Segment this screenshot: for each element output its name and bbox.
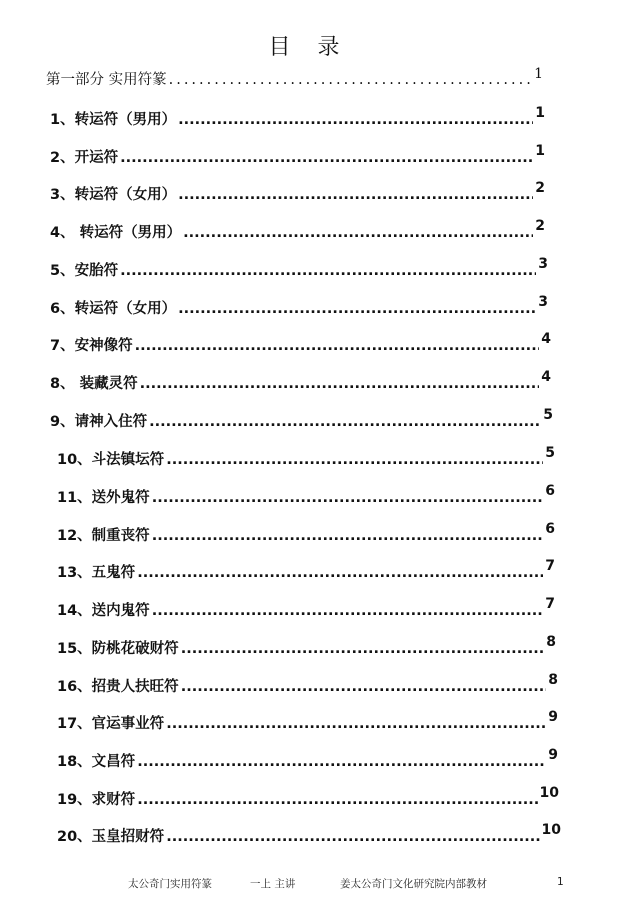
toc-entry: [57, 822, 561, 846]
footer-publisher: 姜太公奇门文化研究院内部教材: [340, 878, 487, 890]
toc-dot-leader: [166, 829, 539, 845]
toc-entry: [50, 369, 551, 393]
toc-entry-page-number: 8: [546, 634, 556, 650]
toc-entry-label: 2、开运符: [50, 150, 119, 166]
toc-entry-label: 20、玉皇招财符: [57, 829, 165, 845]
toc-entry-page-number: 1: [535, 105, 545, 121]
toc-entry: [57, 445, 555, 469]
toc-dot-leader: [140, 376, 540, 392]
toc-entry-page-number: 6: [545, 521, 555, 537]
toc-entry-page-number: 1: [535, 143, 545, 159]
toc-dot-leader: [181, 641, 545, 657]
toc-entry-label: 9、请神入住符: [50, 414, 148, 430]
toc-entry-page-number: 3: [538, 294, 548, 310]
toc-entry-page-number: 3: [538, 256, 548, 272]
toc-dot-leader: [152, 490, 544, 506]
toc-entry-page-number: 10: [541, 822, 561, 838]
toc-entry-label: 14、送内鬼符: [57, 603, 150, 619]
toc-entry: [57, 709, 558, 733]
toc-entry: [50, 256, 548, 280]
toc-entry: [50, 331, 551, 355]
toc-dot-leader: [178, 301, 536, 317]
toc-dot-leader: [166, 452, 543, 468]
toc-dot-leader: [152, 603, 544, 619]
toc-entry-label: 7、安神像符: [50, 338, 133, 354]
toc-entry-label: 8、 装藏灵符: [50, 376, 138, 392]
toc-entry-page-number: 2: [535, 180, 545, 196]
toc-dot-leader: [149, 414, 541, 430]
toc-section-page-number: 1: [534, 66, 543, 82]
toc-entry-label: 4、 转运符（男用）: [50, 225, 182, 241]
toc-entry: [50, 294, 548, 318]
toc-entry: [57, 634, 556, 658]
toc-entry: [50, 407, 553, 431]
toc-entry-page-number: 9: [548, 709, 558, 725]
toc-dot-leader: [137, 792, 537, 808]
toc-entry-label: 13、五鬼符: [57, 565, 136, 581]
toc-entry-label: 10、斗法镇坛符: [57, 452, 165, 468]
toc-entry-label: 11、送外鬼符: [57, 490, 150, 506]
toc-dot-leader: [120, 263, 536, 279]
toc-entry-label: 19、求财符: [57, 792, 136, 808]
toc-entry: [50, 143, 545, 167]
toc-dot-leader: [178, 187, 533, 203]
footer-page-number: 1: [557, 876, 564, 888]
toc-dot-leader: [178, 112, 533, 128]
toc-dot-leader: [137, 565, 543, 581]
toc-dot-leader: [166, 716, 546, 732]
toc-entry-page-number: 10: [539, 785, 559, 801]
toc-entry: [57, 785, 559, 809]
toc-entry-label: 12、制重丧符: [57, 528, 150, 544]
toc-entry-label: 17、官运事业符: [57, 716, 165, 732]
toc-dot-leader: [135, 338, 540, 354]
toc-entry-label: 3、转运符（女用）: [50, 187, 177, 203]
toc-entry: [50, 180, 545, 204]
toc-entry-page-number: 5: [545, 445, 555, 461]
toc-entry-page-number: 4: [541, 369, 551, 385]
toc-entry-label: 6、转运符（女用）: [50, 301, 177, 317]
toc-entry-page-number: 8: [548, 672, 558, 688]
toc-dot-leader: [152, 528, 544, 544]
toc-section-heading: [46, 68, 543, 89]
toc-entry-page-number: 7: [545, 558, 555, 574]
toc-entry-label: 1、转运符（男用）: [50, 112, 177, 128]
toc-entry-label: 18、文昌符: [57, 754, 136, 770]
toc-dot-leader: [169, 72, 532, 88]
toc-entry-label: 16、招贵人扶旺符: [57, 679, 179, 695]
toc-entry-label: 15、防桃花破财符: [57, 641, 179, 657]
toc-entry: [57, 483, 555, 507]
toc-section-label: 第一部分 实用符篆: [46, 72, 167, 88]
toc-entry: [57, 596, 555, 620]
toc-dot-leader: [120, 150, 533, 166]
toc-entry: [57, 747, 558, 771]
toc-entry-page-number: 4: [541, 331, 551, 347]
toc-entry-page-number: 2: [535, 218, 545, 234]
toc-entry: [57, 672, 558, 696]
toc-entry-page-number: 6: [545, 483, 555, 499]
toc-entry: [50, 105, 545, 129]
footer-document-title: 太公奇门实用符篆: [128, 878, 212, 890]
page-title: 目 录: [268, 35, 350, 60]
toc-entry: [57, 521, 555, 545]
toc-entry-page-number: 7: [545, 596, 555, 612]
toc-entry: [50, 218, 545, 242]
toc-dot-leader: [137, 754, 546, 770]
toc-entry-page-number: 9: [548, 747, 558, 763]
toc-dot-leader: [183, 225, 533, 241]
footer-lecturer: 一上 主讲: [250, 878, 296, 890]
toc-entry-page-number: 5: [543, 407, 553, 423]
toc-entry-label: 5、安胎符: [50, 263, 119, 279]
toc-dot-leader: [181, 679, 547, 695]
toc-entry: [57, 558, 555, 582]
